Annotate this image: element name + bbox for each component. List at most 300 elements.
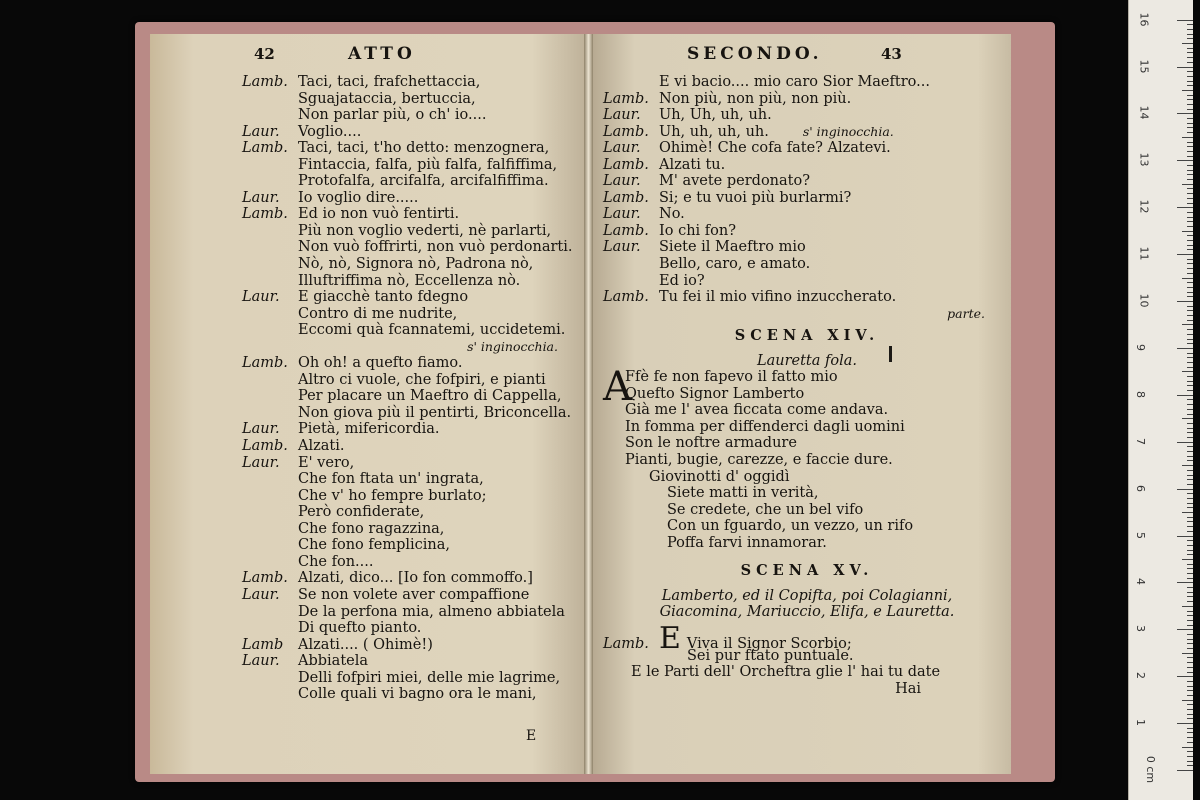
- verse-line: [242, 438, 584, 455]
- verse-line: Giovinotti d' oggidì: [649, 468, 790, 485]
- verse-line: Son le noftre armadure: [625, 435, 797, 452]
- ruler-minor-tick: [1187, 521, 1193, 522]
- ruler-minor-tick: [1187, 686, 1193, 687]
- ruler-minor-tick: [1187, 292, 1193, 293]
- ruler-minor-tick: [1187, 287, 1193, 288]
- verse-line: [242, 273, 584, 290]
- verse-text: No.: [659, 206, 685, 223]
- ruler-minor-tick: [1187, 81, 1193, 82]
- ruler-minor-tick: [1187, 728, 1193, 729]
- scene-subtitle: Lauretta fola.: [756, 352, 858, 369]
- verse-text: Taci, taci, frafchettaccia,: [298, 74, 481, 90]
- ruler-minor-tick: [1187, 268, 1193, 269]
- ruler-minor-tick: [1187, 550, 1193, 551]
- verse-text: Non parlar più, o ch' io....: [298, 107, 487, 124]
- ruler-minor-tick: [1187, 165, 1193, 166]
- speaker-label: Lamb.: [603, 90, 649, 107]
- verse-line: [242, 570, 584, 587]
- verse-line: [242, 74, 584, 91]
- verse-line: [603, 140, 1011, 157]
- ruler-minor-tick: [1187, 221, 1193, 222]
- ruler-label: 6: [1134, 484, 1147, 492]
- verse-text: E giacchè tanto fdegno: [298, 289, 469, 306]
- ruler-minor-tick: [1187, 217, 1193, 218]
- ruler-minor-tick: [1182, 371, 1193, 372]
- ruler-minor-tick: [1187, 362, 1193, 363]
- ruler-minor-tick: [1182, 653, 1193, 654]
- ruler-minor-tick: [1187, 118, 1193, 119]
- ruler-minor-tick: [1182, 559, 1193, 560]
- verse-line: Con un fguardo, un vezzo, un rifo: [667, 518, 914, 535]
- ruler-label: 11: [1137, 246, 1151, 261]
- ruler-minor-tick: [1187, 611, 1193, 612]
- verse-line: [242, 620, 584, 637]
- verse-text: Pietà, mifericordia.: [298, 421, 440, 438]
- speaker-label: Lamb.: [242, 438, 288, 455]
- ruler-tick: [1177, 582, 1193, 583]
- ruler-label: 15: [1137, 59, 1151, 73]
- ruler-minor-tick: [1187, 667, 1193, 668]
- ruler-tick: [1177, 442, 1193, 443]
- speaker-label: Laur.: [242, 421, 280, 438]
- ruler-minor-tick: [1182, 137, 1193, 138]
- ruler-label: 8: [1134, 390, 1147, 398]
- verse-text: Bello, caro, e amato.: [659, 256, 811, 273]
- verse-text: Illuftriffima nò, Eccellenza nò.: [298, 272, 521, 289]
- ruler-minor-tick: [1187, 423, 1193, 424]
- verse-line: Già me l' avea ficcata come andava.: [625, 402, 889, 419]
- ruler-tick: [1177, 723, 1193, 724]
- ruler-tick: [1177, 160, 1193, 161]
- verse-text: Voglio....: [298, 123, 362, 140]
- ruler-tick: [1177, 20, 1193, 21]
- verse-line: [242, 306, 584, 323]
- verse-text: Sei pur ftato puntuale.: [687, 647, 854, 664]
- verse-line: [242, 537, 584, 554]
- verse-text: Taci, taci, t'ho detto: menzognera,: [298, 140, 550, 157]
- ruler-minor-tick: [1187, 648, 1193, 649]
- ruler-label: 2: [1134, 672, 1147, 680]
- speaker-label: Lamb.: [603, 123, 649, 140]
- verse-text: Altro ci vuole, che fofpiri, e pianti: [298, 371, 546, 388]
- ruler-minor-tick: [1187, 432, 1193, 433]
- ruler-minor-tick: [1187, 643, 1193, 644]
- speaker-label: Laur.: [242, 586, 280, 603]
- ruler-minor-tick: [1187, 245, 1193, 246]
- verse-text: Fintaccia, falfa, più falfa, falfiffima,: [298, 156, 558, 173]
- ruler-tick: [1177, 395, 1193, 396]
- speaker-label: Laur.: [603, 107, 641, 124]
- cast-list: Lamberto, ed il Copifta, poi Colagianni,: [661, 587, 953, 604]
- verse-line: [242, 471, 584, 488]
- ruler-minor-tick: [1182, 512, 1193, 513]
- ruler-minor-tick: [1187, 240, 1193, 241]
- ruler-minor-tick: [1187, 376, 1193, 377]
- verse-line: [242, 521, 584, 538]
- verse-line: Siete matti in verità,: [667, 485, 819, 502]
- verse-text: Se non volete aver compaffione: [298, 586, 530, 603]
- ruler-minor-tick: [1182, 418, 1193, 419]
- ruler-tick: [1177, 254, 1193, 255]
- verse-line: [603, 124, 1011, 141]
- ruler-minor-tick: [1187, 517, 1193, 518]
- ruler-tick: [1177, 301, 1193, 302]
- ruler-minor-tick: [1187, 95, 1193, 96]
- verse-text: Io chi fon?: [659, 222, 736, 239]
- ruler-minor-tick: [1187, 249, 1193, 250]
- ruler-minor-tick: [1187, 742, 1193, 743]
- ruler-minor-tick: [1187, 151, 1193, 152]
- ruler-minor-tick: [1187, 484, 1193, 485]
- ruler-minor-tick: [1187, 662, 1193, 663]
- ruler-minor-tick: [1187, 681, 1193, 682]
- speaker-label: Laur.: [603, 173, 641, 190]
- ruler-minor-tick: [1187, 127, 1193, 128]
- ruler-minor-tick: [1187, 761, 1193, 762]
- ruler-minor-tick: [1182, 43, 1193, 44]
- ruler-minor-tick: [1187, 367, 1193, 368]
- speaker-label: Laur.: [242, 189, 280, 206]
- ruler-minor-tick: [1187, 109, 1193, 110]
- ruler-minor-tick: [1187, 226, 1193, 227]
- ruler-minor-tick: [1187, 409, 1193, 410]
- ruler-minor-tick: [1187, 540, 1193, 541]
- margin-mark: [889, 346, 892, 362]
- speaker-label: Lamb.: [242, 355, 288, 372]
- ruler-minor-tick: [1187, 198, 1193, 199]
- ruler-minor-tick: [1187, 592, 1193, 593]
- ruler-minor-tick: [1187, 460, 1193, 461]
- ruler-minor-tick: [1187, 404, 1193, 405]
- verse-text: Io voglio dire.....: [298, 189, 419, 206]
- ruler-label: 10: [1137, 293, 1151, 308]
- ruler-tick: [1177, 113, 1193, 114]
- ruler-minor-tick: [1187, 104, 1193, 105]
- speaker-label: Lamb.: [242, 570, 288, 587]
- ruler-minor-tick: [1187, 273, 1193, 274]
- ruler-minor-tick: [1187, 437, 1193, 438]
- drop-cap: E: [659, 620, 681, 656]
- ruler-label: 14: [1137, 105, 1151, 120]
- left-page-text: [242, 74, 584, 703]
- ruler-minor-tick: [1187, 193, 1193, 194]
- ruler-minor-tick: [1187, 620, 1193, 621]
- verse-text: Alzati, dico... [Io fon commoffo.]: [298, 570, 533, 587]
- stage-direction: s' inginocchia.: [467, 338, 558, 354]
- right-running-title: SECONDO.: [687, 44, 823, 64]
- verse-line: In fomma per diffenderci dagli uomini: [625, 418, 905, 435]
- ruler-minor-tick: [1187, 38, 1193, 39]
- speaker-label: Lamb.: [603, 289, 649, 306]
- verse-line: [242, 322, 584, 339]
- verse-text: Eccomi quà fcannatemi, uccidetemi.: [298, 322, 566, 339]
- right-page: [593, 34, 1011, 774]
- verse-line: [603, 206, 1011, 223]
- ruler-minor-tick: [1187, 99, 1193, 100]
- verse-line: [242, 157, 584, 174]
- ruler-minor-tick: [1187, 85, 1193, 86]
- drop-cap: A: [603, 364, 632, 411]
- ruler-minor-tick: [1187, 212, 1193, 213]
- verse-text: Nò, nò, Signora nò, Padrona nò,: [298, 256, 534, 273]
- ruler-minor-tick: [1187, 170, 1193, 171]
- verse-line: [603, 239, 1011, 256]
- ruler-minor-tick: [1187, 399, 1193, 400]
- ruler-minor-tick: [1187, 123, 1193, 124]
- ruler-minor-tick: [1187, 282, 1193, 283]
- verse-line: [603, 289, 1011, 306]
- verse-text: Viva il Signor Scorbio;: [686, 635, 852, 652]
- speaker-label: Laur.: [242, 653, 280, 670]
- left-page-header: [150, 46, 584, 66]
- ruler-minor-tick: [1187, 446, 1193, 447]
- verse-line: [242, 455, 584, 472]
- verse-text: Ohimè! Che cofa fate? Alzatevi.: [659, 140, 891, 157]
- ruler-minor-tick: [1187, 690, 1193, 691]
- verse-text: Che fon ftata un' ingrata,: [298, 471, 484, 488]
- speaker-label: Lamb.: [242, 206, 288, 223]
- verse-line: [603, 273, 1011, 290]
- ruler-minor-tick: [1187, 34, 1193, 35]
- verse-text: Che fon....: [298, 553, 374, 570]
- verse-line: Quefto Signor Lamberto: [625, 385, 805, 402]
- verse-line: [603, 173, 1011, 190]
- ruler-minor-tick: [1187, 475, 1193, 476]
- ruler-label: 3: [1134, 625, 1147, 633]
- ruler-tick: [1177, 348, 1193, 349]
- verse-text: Contro di me nudrite,: [298, 305, 458, 322]
- ruler-minor-tick: [1182, 324, 1193, 325]
- verse-line: [603, 256, 1011, 273]
- signature-mark: E: [526, 728, 537, 744]
- ruler-minor-tick: [1187, 188, 1193, 189]
- ruler-minor-tick: [1187, 57, 1193, 58]
- ruler-minor-tick: [1187, 24, 1193, 25]
- ruler-minor-tick: [1182, 90, 1193, 91]
- ruler-minor-tick: [1187, 503, 1193, 504]
- verse-line: [242, 421, 584, 438]
- ruler-minor-tick: [1187, 573, 1193, 574]
- verse-line: [242, 239, 584, 256]
- verse-line: [603, 157, 1011, 174]
- verse-line: [242, 140, 584, 157]
- ruler-minor-tick: [1187, 470, 1193, 471]
- ruler-minor-tick: [1187, 132, 1193, 133]
- verse-text: Uh, Uh, uh, uh.: [659, 107, 772, 124]
- ruler-minor-tick: [1182, 747, 1193, 748]
- left-running-title: ATTO: [348, 44, 416, 64]
- verse-line: [242, 405, 584, 422]
- ruler-minor-tick: [1187, 71, 1193, 72]
- ruler-minor-tick: [1187, 310, 1193, 311]
- ruler-minor-tick: [1187, 587, 1193, 588]
- ruler-label: 4: [1134, 578, 1147, 586]
- ruler-minor-tick: [1187, 428, 1193, 429]
- ruler-minor-tick: [1187, 507, 1193, 508]
- ruler-minor-tick: [1187, 146, 1193, 147]
- speaker-label: Laur.: [242, 289, 280, 306]
- book-gutter: [584, 34, 593, 774]
- verse-text: Ffè fe non fapevo il fatto mio: [625, 369, 838, 386]
- ruler-minor-tick: [1187, 545, 1193, 546]
- ruler-minor-tick: [1187, 142, 1193, 143]
- ruler-label: 0 cm: [1144, 755, 1158, 784]
- ruler-minor-tick: [1182, 606, 1193, 607]
- verse-line: Se credete, che un bel vifo: [667, 501, 864, 518]
- ruler-minor-tick: [1187, 343, 1193, 344]
- ruler-minor-tick: [1187, 578, 1193, 579]
- verse-line: [242, 637, 584, 654]
- speaker-label: Laur.: [603, 239, 641, 256]
- ruler-label: 5: [1134, 531, 1147, 539]
- verse-line: [242, 388, 584, 405]
- ruler-minor-tick: [1187, 385, 1193, 386]
- ruler-minor-tick: [1187, 353, 1193, 354]
- verse-line: [603, 190, 1011, 207]
- ruler-label: 7: [1134, 437, 1147, 445]
- verse-line: [242, 372, 584, 389]
- ruler-minor-tick: [1187, 639, 1193, 640]
- verse-text: Però confiderate,: [298, 504, 425, 521]
- ruler-minor-tick: [1187, 709, 1193, 710]
- right-page-text: [603, 74, 1011, 697]
- catchword: Hai: [895, 680, 921, 697]
- ruler-minor-tick: [1187, 174, 1193, 175]
- verse-line: [242, 686, 584, 703]
- ruler-tick: [1177, 536, 1193, 537]
- ruler-label: 1: [1134, 719, 1147, 727]
- verse-line: Poffa farvi innamorar.: [667, 534, 827, 551]
- verse-text: E le Parti dell' Orcheftra glie l' hai tu date: [631, 664, 941, 681]
- ruler-minor-tick: [1187, 756, 1193, 757]
- verse-line: [242, 504, 584, 521]
- ruler-minor-tick: [1187, 296, 1193, 297]
- measurement-ruler: [1128, 0, 1193, 800]
- verse-line: [242, 256, 584, 273]
- verse-text: E vi bacio.... mio caro Sior Maeftro...: [659, 74, 930, 90]
- ruler-tick: [1177, 207, 1193, 208]
- speaker-label: Laur.: [242, 454, 280, 471]
- verse-text: Colle quali vi bagno ora le mani,: [298, 686, 537, 703]
- verse-text: Si; e tu vuoi più burlarmi?: [659, 189, 852, 206]
- ruler-minor-tick: [1182, 278, 1193, 279]
- stage-direction: parte.: [947, 305, 985, 321]
- verse-text: E' vero,: [298, 454, 355, 471]
- ruler-label: 16: [1137, 12, 1151, 27]
- verse-text: Uh, uh, uh, uh.: [659, 123, 769, 140]
- verse-line: [603, 223, 1011, 240]
- verse-text: De la perfona mia, almeno abbiatela: [298, 603, 565, 620]
- verse-line: [242, 604, 584, 621]
- ruler-minor-tick: [1187, 329, 1193, 330]
- ruler-tick: [1177, 770, 1193, 771]
- ruler-tick: [1177, 67, 1193, 68]
- ruler-minor-tick: [1187, 62, 1193, 63]
- ruler-minor-tick: [1187, 320, 1193, 321]
- ruler-tick: [1177, 676, 1193, 677]
- ruler-minor-tick: [1182, 184, 1193, 185]
- speaker-label: Lamb.: [603, 222, 649, 239]
- verse-text: Non vuò foffrirti, non vuò perdonarti.: [298, 239, 573, 256]
- ruler-minor-tick: [1187, 334, 1193, 335]
- ruler-minor-tick: [1187, 48, 1193, 49]
- ruler-minor-tick: [1187, 479, 1193, 480]
- verse-text: Per placare un Maeftro di Cappella,: [298, 388, 562, 405]
- speaker-label: Laur.: [242, 123, 280, 140]
- ruler-minor-tick: [1187, 414, 1193, 415]
- ruler-minor-tick: [1187, 456, 1193, 457]
- ruler-minor-tick: [1182, 700, 1193, 701]
- speaker-label: Lamb.: [242, 140, 288, 157]
- ruler-tick: [1177, 629, 1193, 630]
- verse-line: [242, 173, 584, 190]
- verse-line: [242, 91, 584, 108]
- ruler-minor-tick: [1187, 601, 1193, 602]
- ruler-minor-tick: [1187, 498, 1193, 499]
- right-page-header: [593, 46, 1011, 66]
- ruler-minor-tick: [1182, 231, 1193, 232]
- verse-text: Che fono ragazzina,: [298, 520, 445, 537]
- verse-text: Di quefto pianto.: [298, 620, 422, 637]
- speaker-label: Lamb.: [603, 635, 649, 652]
- ruler-minor-tick: [1187, 704, 1193, 705]
- ruler-minor-tick: [1187, 718, 1193, 719]
- verse-text: Più non voglio vederti, nè parlarti,: [298, 222, 552, 239]
- verse-line: [242, 190, 584, 207]
- ruler-minor-tick: [1187, 263, 1193, 264]
- ruler-minor-tick: [1187, 203, 1193, 204]
- speaker-label: Lamb.: [603, 189, 649, 206]
- ruler-minor-tick: [1187, 451, 1193, 452]
- ruler-minor-tick: [1187, 306, 1193, 307]
- ruler-minor-tick: [1187, 29, 1193, 30]
- speaker-label: Lamb: [242, 636, 284, 653]
- verse-text: Alzati tu.: [659, 156, 726, 173]
- verse-line: [242, 223, 584, 240]
- speaker-label: Laur.: [603, 206, 641, 223]
- ruler-minor-tick: [1187, 695, 1193, 696]
- verse-line: [242, 488, 584, 505]
- verse-line: [603, 74, 1011, 91]
- ruler-minor-tick: [1187, 751, 1193, 752]
- verse-text: M' avete perdonato?: [659, 173, 810, 190]
- verse-line: [242, 587, 584, 604]
- verse-text: Delli fofpiri miei, delle mie lagrime,: [298, 669, 561, 686]
- verse-text: Alzati.: [298, 438, 345, 455]
- verse-text: Protofalfa, arcifalfa, arcifalfiffima.: [298, 173, 549, 190]
- ruler-minor-tick: [1187, 732, 1193, 733]
- ruler-minor-tick: [1187, 596, 1193, 597]
- verse-line: [242, 554, 584, 571]
- verse-text: Alzati.... ( Ohimè!): [298, 636, 433, 653]
- ruler-minor-tick: [1187, 568, 1193, 569]
- verse-line: [242, 653, 584, 670]
- ruler-minor-tick: [1187, 765, 1193, 766]
- ruler-minor-tick: [1187, 625, 1193, 626]
- verse-text: Tu fei il mio vifino inzuccherato.: [659, 289, 897, 306]
- ruler-minor-tick: [1187, 76, 1193, 77]
- ruler-minor-tick: [1187, 714, 1193, 715]
- right-page-number: 43: [881, 45, 902, 63]
- ruler-minor-tick: [1187, 235, 1193, 236]
- verse-line: [242, 107, 584, 124]
- verse-line: Pianti, bugie, carezze, e faccie dure.: [625, 452, 893, 469]
- ruler-minor-tick: [1187, 156, 1193, 157]
- ruler-minor-tick: [1187, 357, 1193, 358]
- verse-text: Oh oh! a quefto fiamo.: [298, 355, 463, 372]
- ruler-label: 12: [1137, 199, 1151, 214]
- ruler-minor-tick: [1187, 531, 1193, 532]
